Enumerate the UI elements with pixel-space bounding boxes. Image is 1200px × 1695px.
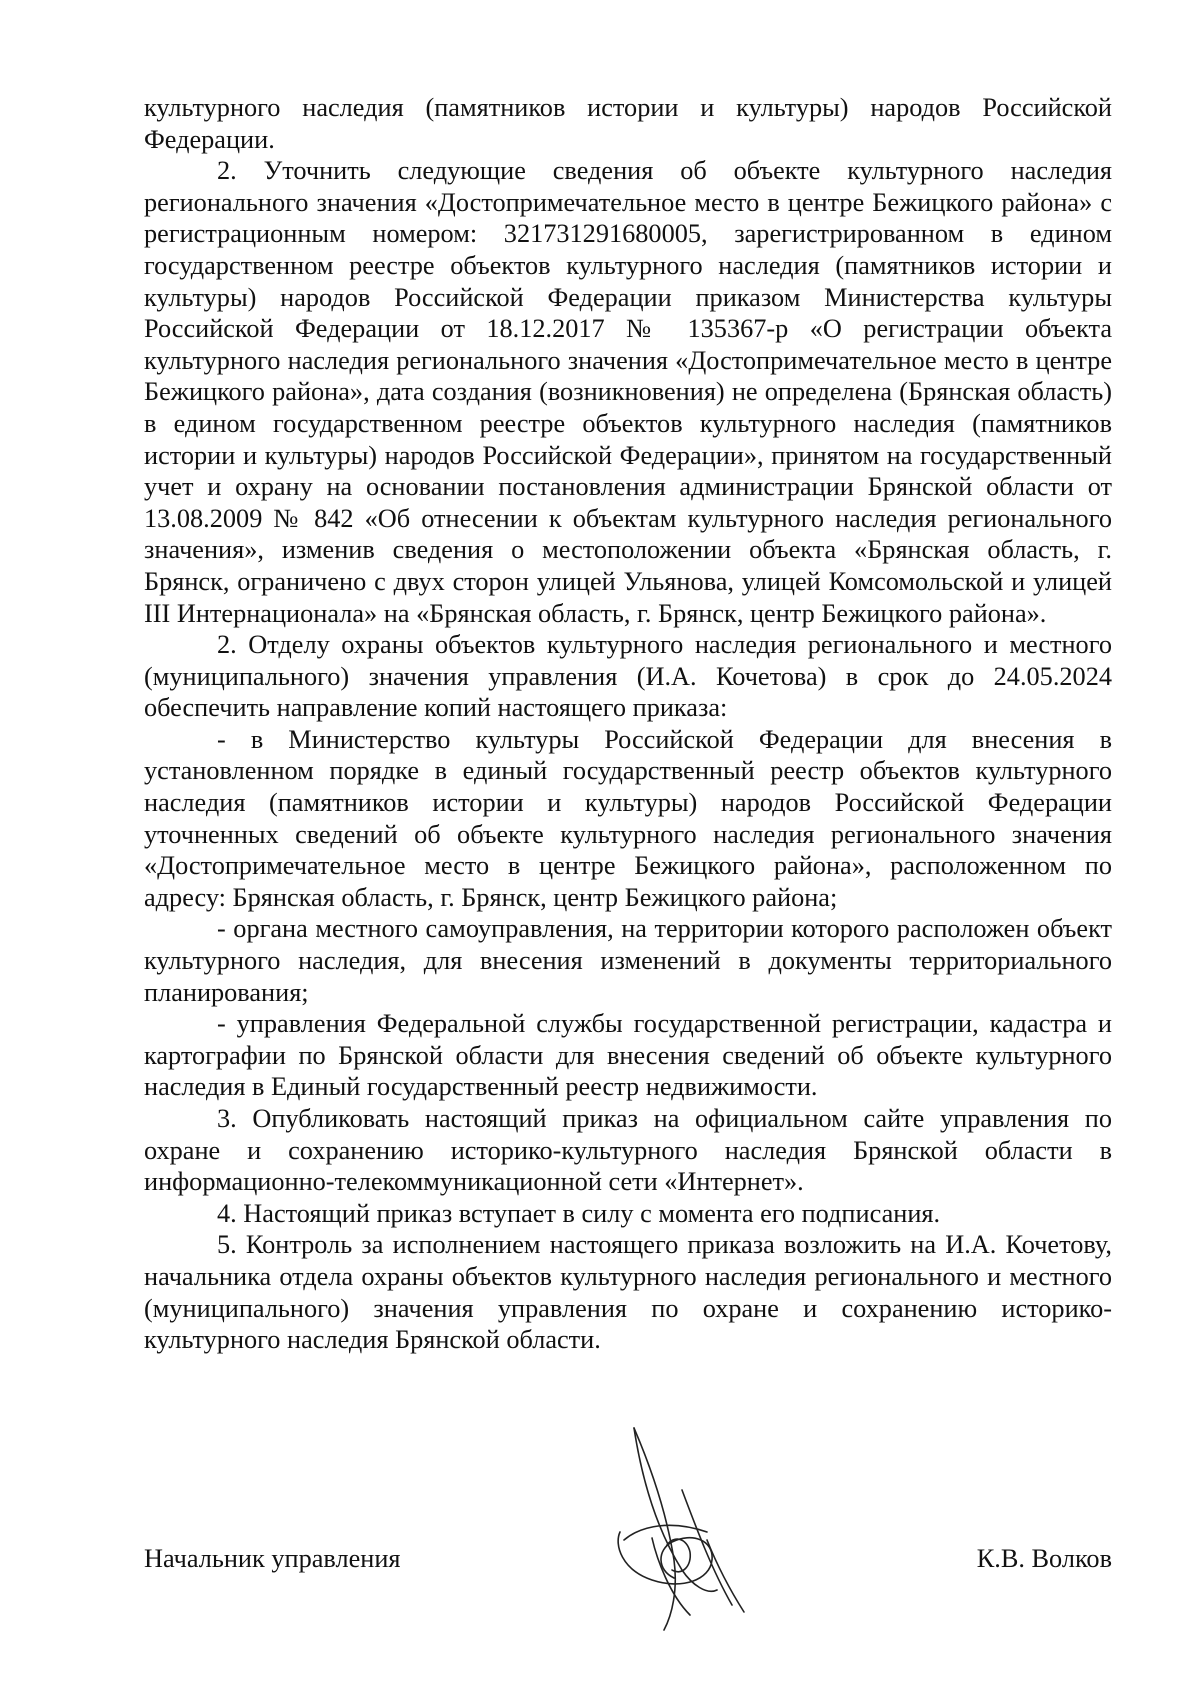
- paragraph-item-4-effect: 4. Настоящий приказ вступает в силу с момента его подписания.: [217, 1198, 941, 1228]
- signature-block: [144, 1543, 1112, 1583]
- paragraph-recipient-local-government: - органа местного самоуправления, на территории которого расположен объект культурного наследия, для внесения изменений в документы территориального планирования;: [144, 914, 1112, 1007]
- paragraph-recipient-ministry: - в Министерство культуры Российской Федерации для внесения в установленном порядке в единый государственный реестр объектов культурного наследия (памятников истории и культуры) народов Российской Федерации уточненных сведений об объекте культурного наследия регионального значения «Достопримечательное место в центре Бежицкого района», расположенном по адресу: Брянская область, г. Брянск, центр Бежицкого района;: [144, 724, 1112, 912]
- document-body: [144, 92, 1112, 1356]
- paragraph-item-5-control: 5. Контроль за исполнением настоящего приказа возложить на И.А. Кочетову, начальника отдела охраны объектов культурного наследия регионального и местного (муниципального) значения управления по охране и сохранению историко-культурного наследия Брянской области.: [144, 1230, 1112, 1355]
- signatory-position: Начальник управления: [144, 1544, 401, 1573]
- paragraph-item-2-clarify: 2. Уточнить следующие сведения об объекте культурного наследия регионального значения «Достопримечательное место в центре Бежицкого района» с регистрационным номером: 321731291680005, зарегистрированном в едином государственном реестре объектов культурного наследия (памятников истории и культуры) народов Российской Федерации приказом Министерства культуры Российской Федерации от 18.12.2017 № 135367-р «О регистрации объекта культурного наследия регионального значения «Достопримечательное место в центре Бежицкого района», дата создания (возникновения) не определена (Брянская область) в едином государственном реестре объектов культурного наследия (памятников истории и культуры) народов Российской Федерации», принятом на государственный учет и охрану на основании постановления администрации Брянской области от 13.08.2009 № 842 «Об отнесении к объектам культурного наследия регионального значения», изменив сведения о местоположении объекта «Брянская область, г. Брянск, ограничено с двух сторон улицей Ульянова, улицей Комсомольской и улицей III Интернационала» на «Брянская область, г. Брянск, центр Бежицкого района».: [144, 156, 1112, 628]
- handwritten-signature: [612, 1420, 762, 1635]
- paragraph-item-2-department: 2. Отделу охраны объектов культурного наследия регионального и местного (муниципального) значения управления (И.А. Кочетова) в срок до 24.05.2024 обеспечить направление копий настоящего приказа:: [144, 630, 1112, 723]
- paragraph-item-3-publish: 3. Опубликовать настоящий приказ на официальном сайте управления по охране и сохранению историко-культурного наследия Брянской области в информационно-телекоммуникационной сети «Интернет».: [144, 1104, 1112, 1197]
- paragraph-recipient-registry: - управления Федеральной службы государственной регистрации, кадастра и картографии по Брянской области для внесения сведений об объекте культурного наследия в Единый государственный реестр недвижимости.: [144, 1009, 1112, 1102]
- signatory-name: К.В. Волков: [976, 1544, 1112, 1573]
- paragraph-continuation: культурного наследия (памятников истории и культуры) народов Российской Федерации.: [144, 93, 1112, 154]
